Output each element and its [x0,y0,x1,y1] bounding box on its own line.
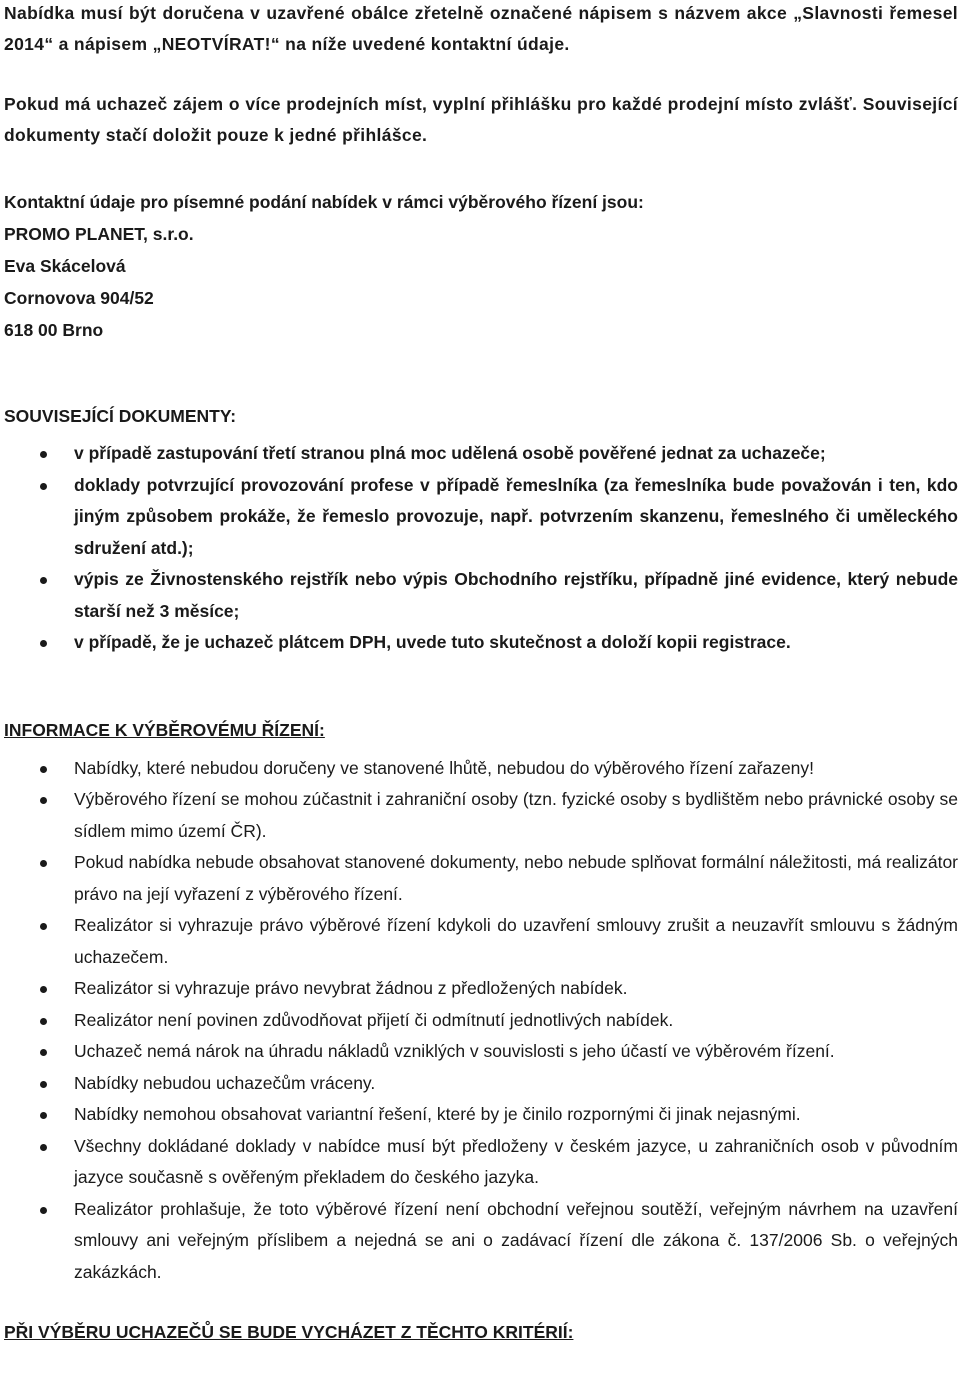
bullet-icon [40,483,47,490]
bullet-icon [40,1207,47,1214]
list-item: Realizátor si vyhrazuje právo nevybrat žádnou z předložených nabídek. [4,973,960,1005]
list-item: Pokud nabídka nebude obsahovat stanovené dokumenty, nebo nebude splňovat formální náležitosti, má realizátor právo na její vyřazení z výběrového řízení. [4,847,960,910]
list-item: v případě zastupování třetí stranou plná moc udělená osobě pověřené jednat za uchazeče; [4,438,960,470]
list-item: Realizátor si vyhrazuje právo výběrové řízení kdykoli do uzavření smlouvy zrušit a neuzavřít smlouvu s žádným uchazečem. [4,910,960,973]
bullet-icon [40,577,47,584]
bullet-icon [40,1049,47,1056]
bullet-icon [40,1144,47,1151]
list-item: Výběrového řízení se mohou zúčastnit i zahraniční osoby (tzn. fyzické osoby s bydlištěm nebo právnické osoby se sídlem mimo území ČR). [4,784,960,847]
intro-paragraph-2: Pokud má uchazeč zájem o více prodejních míst, vyplní přihlášku pro každé prodejní místo zvlášť. Související dokumenty stačí doložit pouze k jedné přihlášce. [4,94,958,145]
contact-street: Cornovova 904/52 [4,288,154,308]
bullet-icon [40,923,47,930]
contact-person: Eva Skácelová [4,256,126,276]
info-title: INFORMACE K VÝBĚROVÉMU ŘÍZENÍ: [4,719,325,740]
intro-paragraph-1: Nabídka musí být doručena v uzavřené obálce zřetelně označené nápisem s názvem akce „Slavnosti řemesel 2014“ a nápisem „NEOTVÍRAT!“ na níže uvedené kontaktní údaje. [4,3,958,54]
info-list [4,753,960,1289]
bullet-icon [40,640,47,647]
bullet-icon [40,860,47,867]
list-item: Uchazeč nemá nárok na úhradu nákladů vzniklých v souvislosti s jeho účastí ve výběrovém řízení. [4,1036,960,1068]
bullet-icon [40,1018,47,1025]
bullet-icon [40,1081,47,1088]
documents-list [4,438,960,659]
list-item: Nabídky nebudou uchazečům vráceny. [4,1068,960,1100]
bullet-icon [40,1112,47,1119]
list-item: Realizátor není povinen zdůvodňovat přijetí či odmítnutí jednotlivých nabídek. [4,1005,960,1037]
bullet-icon [40,986,47,993]
contact-heading: Kontaktní údaje pro písemné podání nabídek v rámci výběrového řízení jsou: [4,192,644,212]
bullet-icon [40,797,47,804]
criteria-title: PŘI VÝBĚRU UCHAZEČŮ SE BUDE VYCHÁZET Z TĚCHTO KRITÉRIÍ: [4,1322,574,1342]
list-item: Nabídky nemohou obsahovat variantní řešení, které by je činilo rozpornými či jinak nejasnými. [4,1099,960,1131]
contact-company: PROMO PLANET, s.r.o. [4,224,194,244]
list-item: Všechny dokládané doklady v nabídce musí být předloženy v českém jazyce, u zahraničních osob v původním jazyce současně s ověřeným překladem do českého jazyka. [4,1131,960,1194]
list-item: Nabídky, které nebudou doručeny ve stanovené lhůtě, nebudou do výběrového řízení zařazeny! [4,753,960,785]
bullet-icon [40,451,47,458]
documents-title: SOUVISEJÍCÍ DOKUMENTY: [4,406,237,426]
list-item: výpis ze Živnostenského rejstřík nebo výpis Obchodního rejstříku, případně jiné evidence, který nebude starší než 3 měsíce; [4,564,960,627]
list-item: v případě, že je uchazeč plátcem DPH, uvede tuto skutečnost a doloží kopii registrace. [4,627,960,659]
bullet-icon [40,766,47,773]
list-item: doklady potvrzující provozování profese v případě řemeslníka (za řemeslníka bude považován i ten, kdo jiným způsobem prokáže, že řemeslo provozuje, např. potvrzením skanzenu, řemeslného či uměleckého sdružení atd.); [4,470,960,565]
list-item: Realizátor prohlašuje, že toto výběrové řízení není obchodní veřejnou soutěží, veřejným návrhem na uzavření smlouvy ani veřejným příslibem a nejedná se ani o zadávací řízení dle zákona č. 137/2006 Sb. o veřejných zakázkách. [4,1194,960,1289]
contact-city: 618 00 Brno [4,320,104,340]
